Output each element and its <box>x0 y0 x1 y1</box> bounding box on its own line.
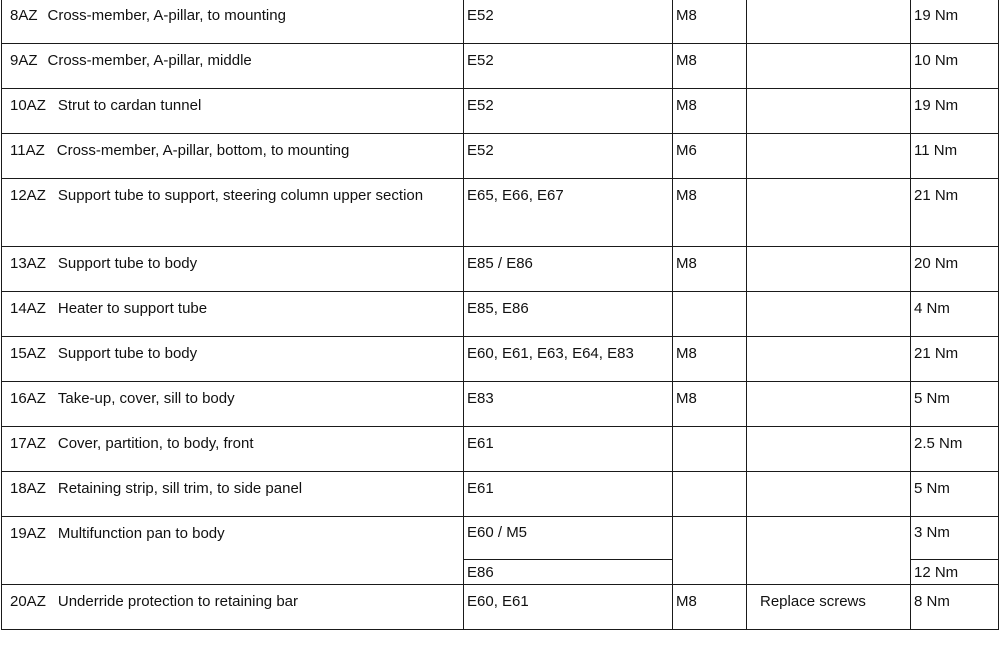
model-value: E52 <box>467 142 494 159</box>
thread-value <box>673 292 746 298</box>
description-cell <box>2 585 464 630</box>
item-description: Support tube to body <box>57 255 198 272</box>
model-value: E86 <box>467 564 494 581</box>
note-cell <box>747 0 911 44</box>
torque-cell <box>911 337 999 382</box>
torque-value: 12 Nm <box>914 564 959 581</box>
model-value: E61 <box>467 435 494 452</box>
model-cell <box>464 382 673 427</box>
torque-cell <box>911 247 999 292</box>
note-value <box>747 179 910 185</box>
note-value <box>747 472 910 478</box>
description-cell <box>2 0 464 44</box>
item-description: Cover, partition, to body, front <box>57 435 254 452</box>
note-value <box>747 134 910 140</box>
note-cell <box>747 337 911 382</box>
model-cell <box>464 337 673 382</box>
note-cell <box>747 134 911 179</box>
torque-cell <box>911 560 999 585</box>
description-cell <box>2 44 464 89</box>
torque-value: 19 Nm <box>914 7 959 24</box>
note-cell <box>747 585 911 630</box>
table-row <box>2 337 999 382</box>
torque-value: 11 Nm <box>914 142 958 159</box>
description-cell <box>2 472 464 517</box>
thread-value <box>673 517 746 522</box>
model-value: E52 <box>467 7 494 24</box>
item-description: Heater to support tube <box>57 300 208 317</box>
model-cell <box>464 134 673 179</box>
note-cell <box>747 89 911 134</box>
torque-spec-table <box>1 0 999 630</box>
table-row <box>2 134 999 179</box>
item-description: Support tube to body <box>57 345 198 362</box>
model-cell <box>464 89 673 134</box>
table-row <box>2 292 999 337</box>
torque-value: 2.5 Nm <box>914 435 963 452</box>
item-code: 18AZ <box>10 480 46 497</box>
note-value <box>747 427 910 433</box>
model-value: E60, E61, E63, E64, E83 <box>467 345 634 362</box>
item-code: 11AZ <box>10 142 45 159</box>
thread-cell <box>673 472 747 517</box>
item-code: 17AZ <box>10 435 46 452</box>
item-description: Retaining strip, sill trim, to side panel <box>57 480 303 497</box>
torque-cell <box>911 517 999 560</box>
item-code: 15AZ <box>10 345 46 362</box>
note-cell <box>747 292 911 337</box>
description-cell <box>2 247 464 292</box>
table-row <box>2 179 999 247</box>
note-cell <box>747 247 911 292</box>
model-cell <box>464 179 673 247</box>
table-row <box>2 427 999 472</box>
item-description: Take-up, cover, sill to body <box>57 390 235 407</box>
torque-cell <box>911 179 999 247</box>
description-cell <box>2 292 464 337</box>
note-cell <box>747 427 911 472</box>
description-cell <box>2 517 464 585</box>
model-value: E60 / M5 <box>467 524 528 541</box>
note-value <box>747 382 910 388</box>
description-cell <box>2 337 464 382</box>
model-cell <box>464 427 673 472</box>
torque-value: 21 Nm <box>914 187 959 204</box>
item-code: 14AZ <box>10 300 46 317</box>
table-row <box>2 0 999 44</box>
note-cell <box>747 179 911 247</box>
item-code: 16AZ <box>10 390 46 407</box>
note-value <box>747 292 910 298</box>
item-code: 12AZ <box>10 187 46 204</box>
item-description: Support tube to support, steering column upper section <box>57 187 424 204</box>
table-row <box>2 585 999 630</box>
table-row <box>2 89 999 134</box>
thread-cell <box>673 337 747 382</box>
torque-cell <box>911 89 999 134</box>
thread-value: M8 <box>676 7 697 24</box>
item-code: 13AZ <box>10 255 46 272</box>
model-value: E52 <box>467 97 494 114</box>
item-code: 8AZ <box>10 7 38 24</box>
torque-cell <box>911 585 999 630</box>
model-cell <box>464 517 673 560</box>
torque-cell <box>911 382 999 427</box>
item-description: Cross-member, A-pillar, bottom, to mounting <box>56 142 350 159</box>
torque-value: 10 Nm <box>914 52 959 69</box>
note-value <box>747 337 910 343</box>
item-description: Strut to cardan tunnel <box>57 97 202 114</box>
description-cell <box>2 179 464 247</box>
thread-value: M8 <box>676 255 697 272</box>
model-value: E83 <box>467 390 494 407</box>
torque-cell <box>911 292 999 337</box>
model-value: E60, E61 <box>467 593 529 610</box>
item-code: 9AZ <box>10 52 38 69</box>
description-cell <box>2 382 464 427</box>
item-code: 19AZ <box>10 525 46 542</box>
model-cell <box>464 44 673 89</box>
thread-value: M8 <box>676 593 697 610</box>
thread-cell <box>673 179 747 247</box>
item-description: Cross-member, A-pillar, to mounting <box>47 7 286 24</box>
torque-value: 4 Nm <box>914 300 950 317</box>
torque-value: 5 Nm <box>914 390 950 407</box>
thread-cell <box>673 0 747 44</box>
thread-cell <box>673 382 747 427</box>
model-value: E61 <box>467 480 494 497</box>
thread-value: M8 <box>676 390 697 407</box>
model-value: E65, E66, E67 <box>467 187 564 204</box>
torque-cell <box>911 427 999 472</box>
item-description: Cross-member, A-pillar, middle <box>47 52 252 69</box>
thread-cell <box>673 89 747 134</box>
torque-cell <box>911 44 999 89</box>
torque-cell <box>911 0 999 44</box>
torque-value: 21 Nm <box>914 345 959 362</box>
torque-value: 8 Nm <box>914 593 950 610</box>
model-cell <box>464 0 673 44</box>
note-value <box>747 247 910 253</box>
model-value: E52 <box>467 52 494 69</box>
table-row <box>2 382 999 427</box>
model-cell <box>464 560 673 585</box>
note-value <box>747 517 910 522</box>
thread-cell <box>673 585 747 630</box>
table-row <box>2 472 999 517</box>
torque-value: 3 Nm <box>914 524 950 541</box>
torque-cell <box>911 134 999 179</box>
thread-cell <box>673 44 747 89</box>
note-cell <box>747 382 911 427</box>
model-value: E85 / E86 <box>467 255 533 272</box>
description-cell <box>2 134 464 179</box>
thread-value: M6 <box>676 142 697 159</box>
item-code: 10AZ <box>10 97 46 114</box>
torque-cell <box>911 472 999 517</box>
torque-value: 19 Nm <box>914 97 959 114</box>
model-cell <box>464 292 673 337</box>
table-row <box>2 44 999 89</box>
thread-cell <box>673 247 747 292</box>
note-value <box>747 44 910 50</box>
description-cell <box>2 427 464 472</box>
note-cell <box>747 472 911 517</box>
thread-value: M8 <box>676 345 697 362</box>
thread-value <box>673 427 746 433</box>
item-description: Underride protection to retaining bar <box>57 593 298 610</box>
thread-cell <box>673 292 747 337</box>
model-cell <box>464 472 673 517</box>
table-row <box>2 247 999 292</box>
thread-cell <box>673 427 747 472</box>
thread-value: M8 <box>676 97 697 114</box>
item-description: Multifunction pan to body <box>57 525 225 542</box>
model-cell <box>464 247 673 292</box>
thread-value: M8 <box>676 187 697 204</box>
note-value: Replace screws <box>760 593 866 610</box>
note-cell <box>747 44 911 89</box>
note-value <box>747 89 910 95</box>
torque-value: 20 Nm <box>914 255 959 272</box>
model-value: E85, E86 <box>467 300 529 317</box>
thread-value <box>673 472 746 478</box>
thread-cell <box>673 517 747 585</box>
torque-value: 5 Nm <box>914 480 950 497</box>
description-cell <box>2 89 464 134</box>
note-cell <box>747 517 911 585</box>
thread-value: M8 <box>676 52 697 69</box>
table-row <box>2 517 999 560</box>
thread-cell <box>673 134 747 179</box>
item-code: 20AZ <box>10 593 46 610</box>
model-cell <box>464 585 673 630</box>
note-value <box>747 0 910 5</box>
